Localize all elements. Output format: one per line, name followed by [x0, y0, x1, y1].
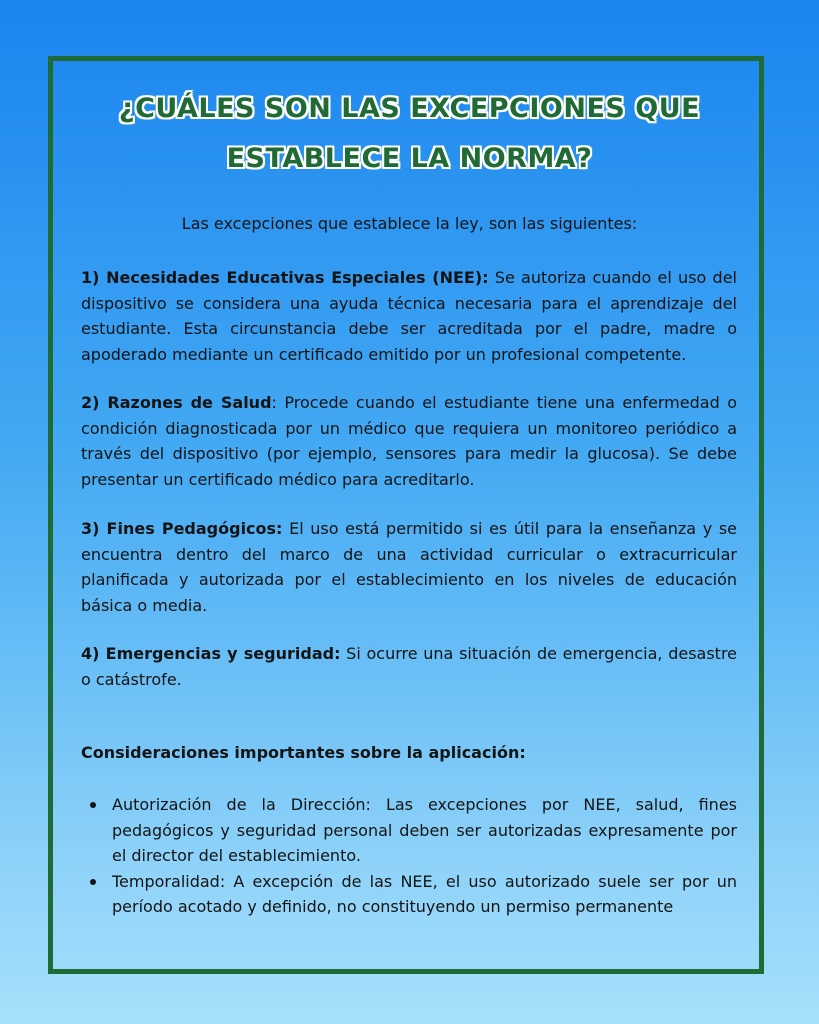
considerations-list: [81, 792, 737, 920]
intro-text: Las excepciones que establece la ley, son las siguientes:: [181, 214, 638, 233]
exception-item-emergency: [81, 641, 737, 692]
title-line-2: ESTABLECE LA NORMA?: [226, 143, 593, 174]
list-item: [81, 869, 737, 920]
list-item-text: Temporalidad: A excepción de las NEE, el uso autorizado suele ser por un período acotado y definido, no constituyendo un permiso permanente: [112, 871, 737, 916]
bullet-icon: [90, 879, 96, 885]
exception-item-health: [81, 390, 737, 492]
title-line-1: ¿CUÁLES SON LAS EXCEPCIONES QUE: [118, 93, 701, 124]
exception-text: : Procede cuando el estudiante tiene una enfermedad o condición diagnosticada por un médico que requiera un monitoreo periódico a través del dispositivo (por ejemplo, sensores para medir la glucosa). Se debe presentar un certificado médico para acreditarlo.: [81, 393, 738, 489]
exception-heading: 4) Emergencias y seguridad:: [81, 644, 341, 663]
list-item-text: Autorización de la Dirección: Las excepciones por NEE, salud, fines pedagógicos y seguridad personal deben ser autorizadas expresamente por el director del establecimiento.: [112, 795, 737, 865]
exception-heading: 3) Fines Pedagógicos:: [81, 519, 283, 538]
exception-heading: 2) Razones de Salud: [81, 393, 272, 412]
exception-text: Se autoriza cuando el uso del dispositivo se considera una ayuda técnica necesaria para el aprendizaje del estudiante. Esta circunstancia debe ser acreditada por el padre, madre o apoderado mediante un certificado emitido por un profesional competente.: [81, 268, 738, 364]
exception-item-nee: [81, 265, 737, 367]
exception-text: El uso está permitido si es útil para la enseñanza y se encuentra dentro del marco de una actividad curricular o extracurricular planificada y autorizada por el establecimiento en los niveles de educación básica o media.: [81, 519, 738, 615]
bullet-icon: [90, 802, 96, 808]
list-item: [81, 792, 737, 869]
page-title: [0, 84, 819, 184]
considerations-heading: Consideraciones importantes sobre la aplicación:: [81, 743, 526, 762]
exception-item-pedagogical: [81, 516, 737, 618]
exception-heading: 1) Necesidades Educativas Especiales (NEE):: [81, 268, 489, 287]
exception-text: Si ocurre una situación de emergencia, desastre o catástrofe.: [81, 644, 738, 689]
